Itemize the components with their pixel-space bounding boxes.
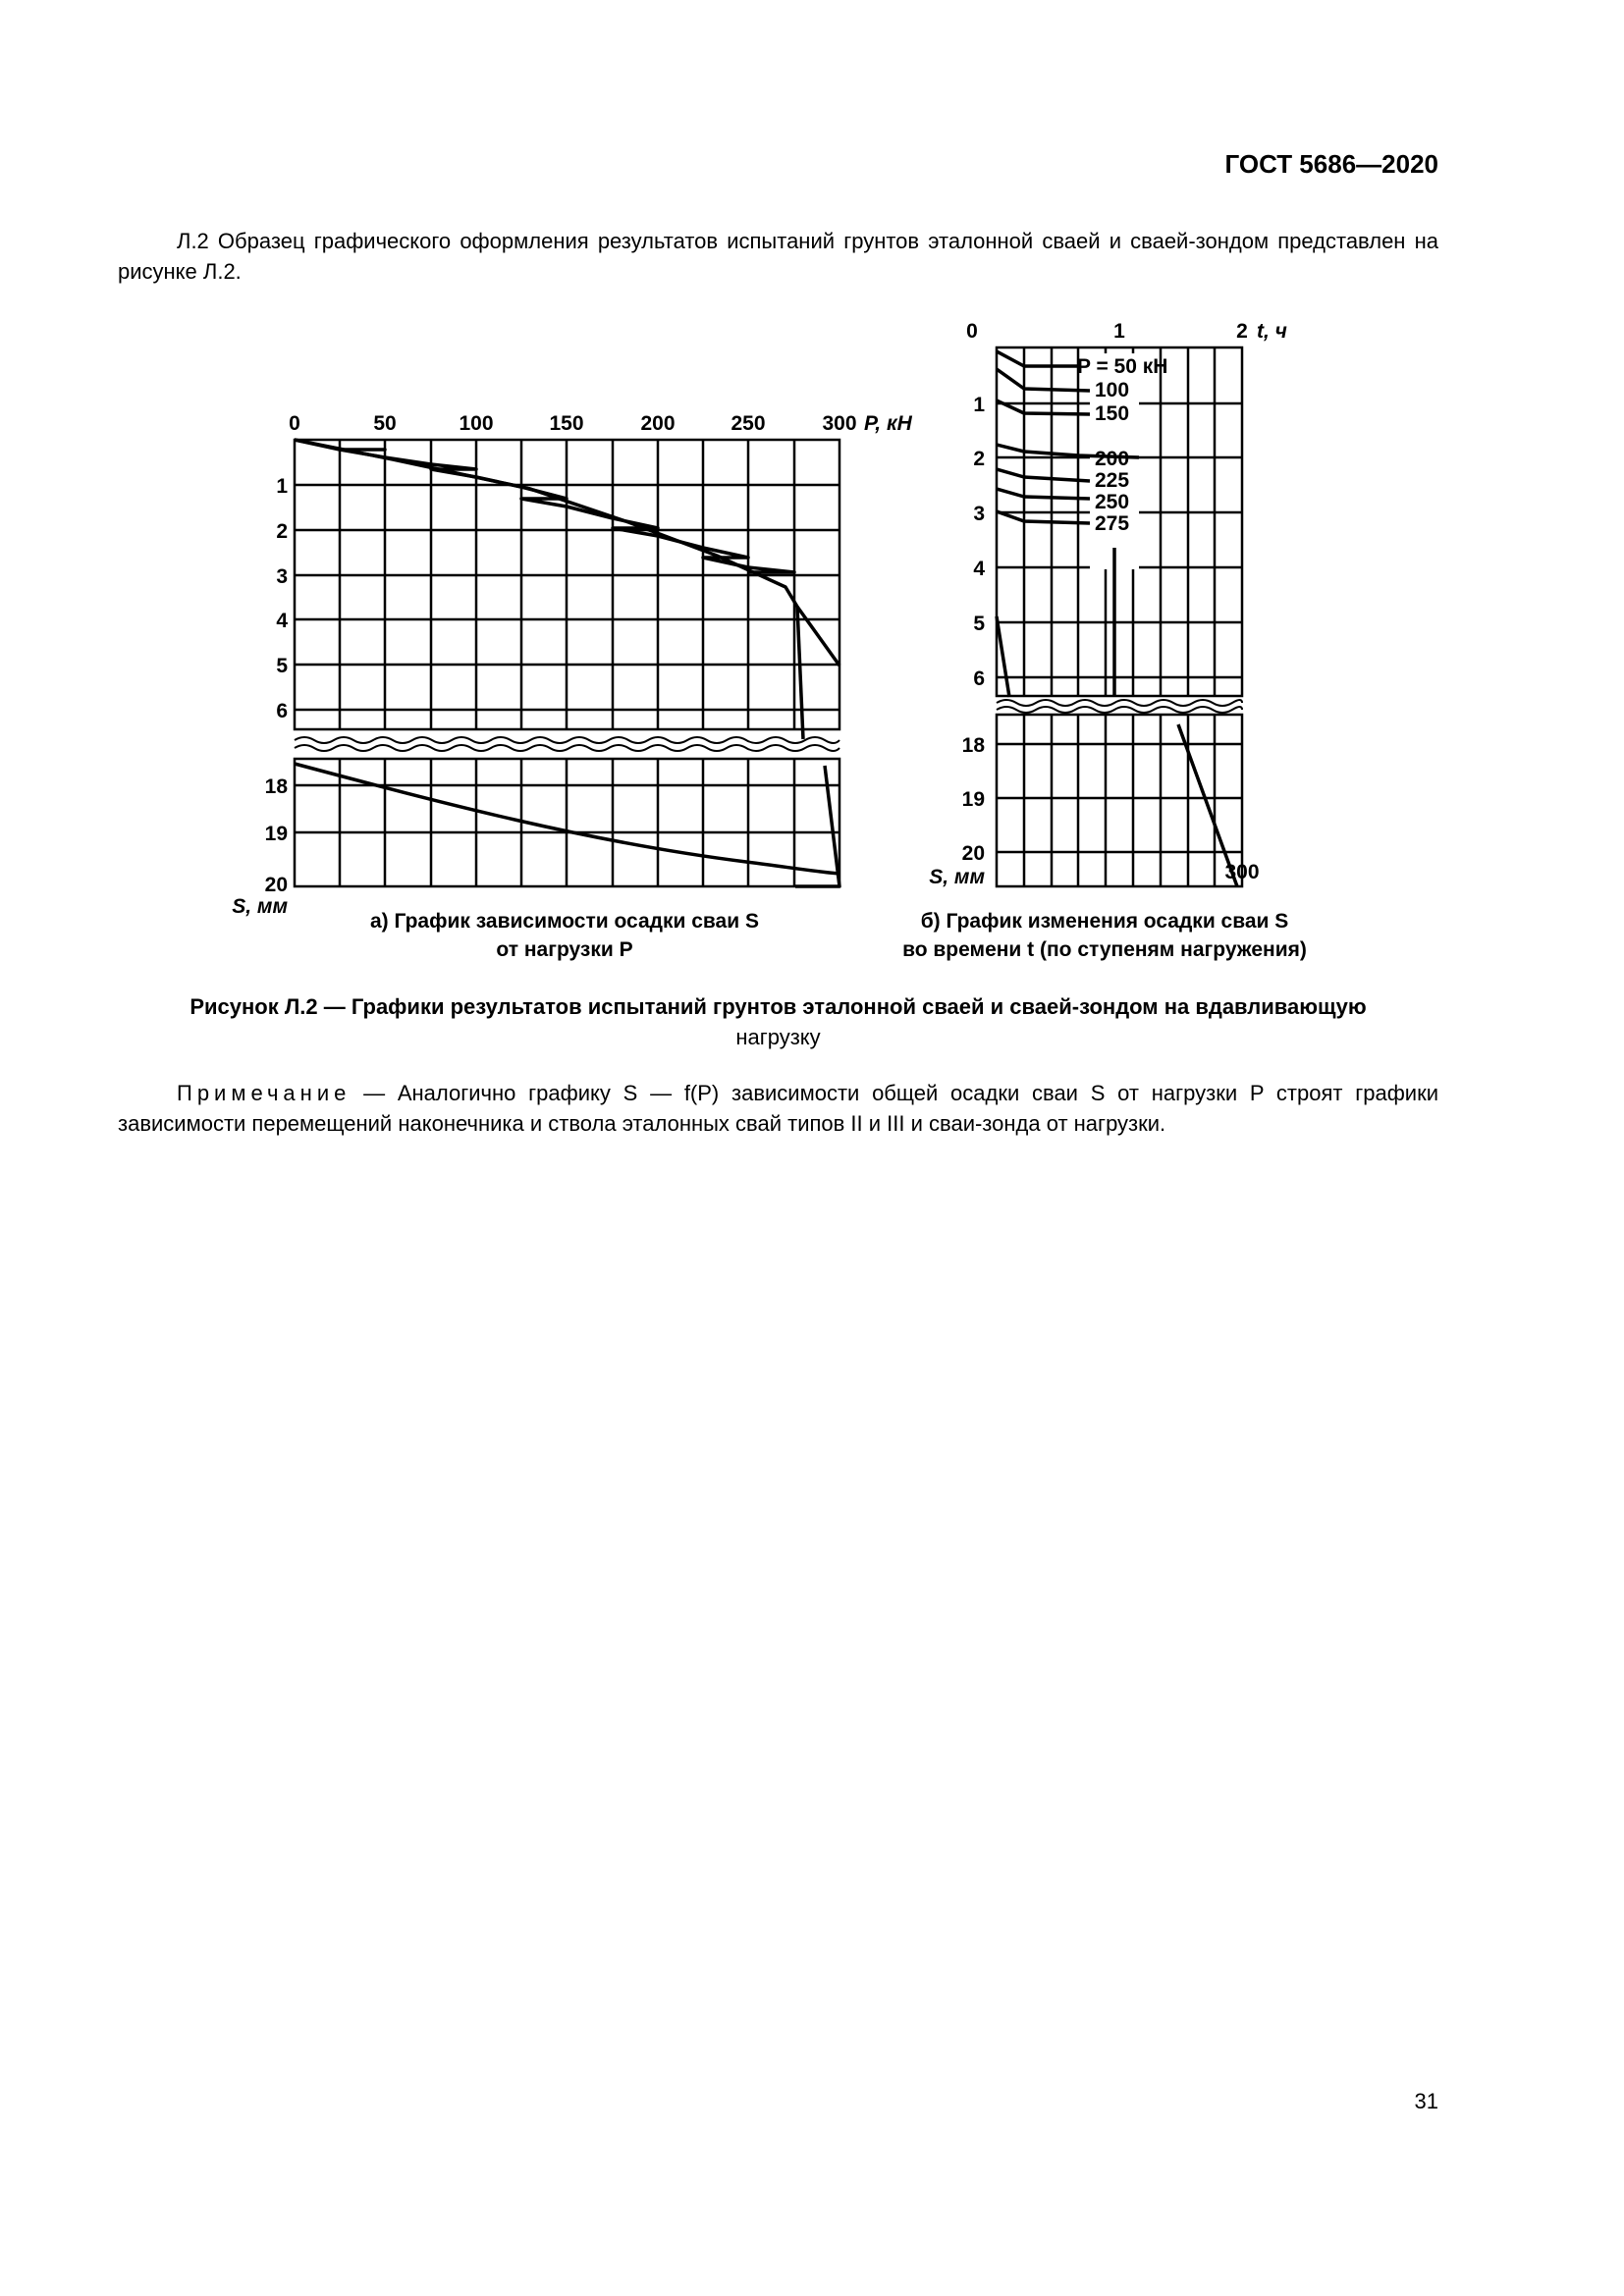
- chart-b-s-tick-20: 20: [961, 842, 985, 865]
- chart-a-caption-line1: а) График зависимости осадки сваи S: [369, 910, 759, 933]
- chart-b-bottom-label: 300: [1224, 861, 1260, 883]
- chart-b-load-label-50: P = 50 кН: [1077, 355, 1168, 378]
- chart-a-p-tick-200: 200: [640, 412, 676, 435]
- chart-a-s-tick-6: 6: [276, 700, 288, 722]
- chart-a-caption: [324, 907, 805, 964]
- chart-a-s-tick-4: 4: [276, 610, 288, 632]
- chart-b-s-ticks: [962, 394, 986, 865]
- chart-a-s-tick-5: 5: [276, 655, 288, 677]
- chart-b-s-tick-6: 6: [973, 667, 985, 690]
- chart-b-t-label: t, ч: [1257, 320, 1287, 343]
- figure-l2: [196, 312, 1375, 918]
- chart-a-caption-line2: от нагрузки P: [496, 938, 633, 961]
- chart-b-load-label-100: 100: [1095, 379, 1130, 401]
- note-text: — Аналогично графику S — f(P) зависимости общей осадки сваи S от нагрузки P строят графики зависимости перемещений наконечника и ствола эталонных свай типов II и III и сваи-зонда от нагрузки.: [118, 1081, 1438, 1136]
- chart-b-load-label-250: 250: [1095, 491, 1130, 513]
- chart-b-curve-225: [997, 469, 1090, 481]
- figure-caption: [118, 991, 1438, 1052]
- chart-b-curve-100: [997, 369, 1090, 391]
- intro-paragraph: [118, 226, 1438, 287]
- chart-b-t-ticks: [966, 320, 1248, 343]
- note-label: Примечание: [177, 1081, 352, 1105]
- chart-a-p-ticks: [289, 412, 856, 435]
- chart-a-s-tick-3: 3: [276, 565, 288, 588]
- chart-a-s-tick-2: 2: [276, 520, 288, 543]
- chart-a-s-tick-1: 1: [276, 475, 288, 498]
- figure-caption-tail: нагрузку: [735, 1025, 821, 1049]
- chart-a-break: [295, 737, 839, 751]
- chart-a-s-tick-20: 20: [264, 874, 288, 896]
- chart-a-p-tick-150: 150: [549, 412, 584, 435]
- chart-b-curve-250: [997, 489, 1090, 499]
- chart-b-load-label-200: 200: [1095, 448, 1130, 470]
- chart-b-t-tick-1: 1: [1113, 320, 1125, 343]
- chart-a-p-tick-100: 100: [459, 412, 494, 435]
- chart-b-t-tick-2: 2: [1236, 320, 1248, 343]
- chart-b-caption-line2: во времени t (по ступеням нагружения): [902, 938, 1307, 961]
- chart-a-s-tick-18: 18: [264, 775, 288, 798]
- document-id: ГОСТ 5686—2020: [1224, 149, 1438, 179]
- chart-b-s-tick-19: 19: [961, 788, 985, 811]
- figure-caption-title: Рисунок Л.2 — Графики результатов испытаний грунтов эталонной сваей и сваей-зондом на вдавливающую: [189, 994, 1367, 1019]
- page-number: 31: [1414, 2089, 1438, 2113]
- chart-b-s-tick-4: 4: [973, 558, 985, 580]
- chart-a-drop-line: [797, 607, 803, 739]
- chart-b-t-tick-0: 0: [966, 320, 978, 343]
- chart-b-curve-tail: [997, 616, 1009, 697]
- chart-b-s-tick-5: 5: [973, 613, 985, 635]
- chart-a-p-label: P, кН: [864, 412, 912, 435]
- chart-b-curve-50: [997, 351, 1078, 366]
- note-paragraph: [118, 1078, 1438, 1139]
- chart-b-caption-line1: б) График изменения осадки сваи S: [920, 910, 1289, 933]
- chart-a-s-label: S, мм: [232, 895, 288, 918]
- chart-a: [232, 412, 912, 918]
- chart-a-p-tick-300: 300: [822, 412, 857, 435]
- chart-b: [929, 320, 1287, 888]
- chart-a-stepped-curve: [295, 440, 794, 572]
- chart-a-p-tick-250: 250: [731, 412, 766, 435]
- chart-b-load-label-275: 275: [1095, 512, 1130, 535]
- chart-b-break: [997, 700, 1242, 713]
- chart-a-p-tick-0: 0: [289, 412, 300, 435]
- chart-a-s-ticks: [265, 475, 289, 896]
- intro-text: Л.2 Образец графического оформления результатов испытаний грунтов эталонной сваей и сваей-зондом представлен на рисунке Л.2.: [118, 229, 1438, 284]
- chart-b-load-label-225: 225: [1095, 469, 1130, 492]
- chart-a-p-tick-50: 50: [373, 412, 397, 435]
- chart-a-s-tick-19: 19: [264, 823, 288, 845]
- chart-b-s-tick-18: 18: [961, 734, 985, 757]
- chart-b-s-tick-1: 1: [973, 394, 985, 416]
- chart-b-caption: [864, 907, 1345, 964]
- chart-b-s-tick-2: 2: [973, 448, 985, 470]
- chart-b-s-tick-3: 3: [973, 503, 985, 525]
- chart-b-load-label-150: 150: [1095, 402, 1130, 425]
- chart-b-s-label: S, мм: [929, 866, 985, 888]
